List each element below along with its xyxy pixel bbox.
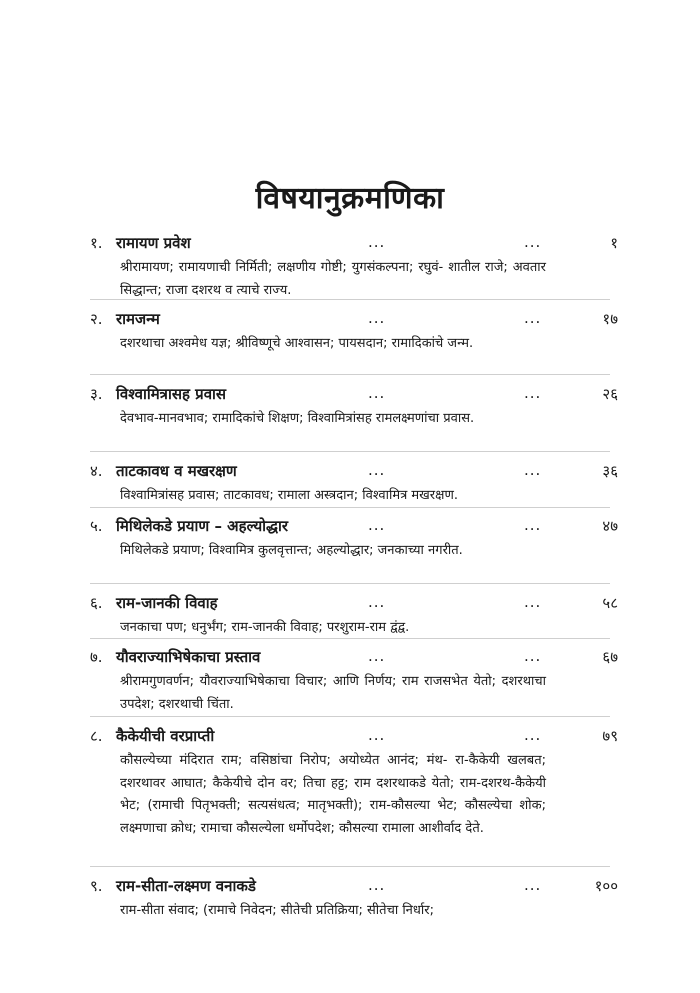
entry-page-number: ७९ [602,727,618,745]
leader-dots: ... [524,726,542,744]
entry-title: विश्वामित्रासह प्रवास [116,385,227,403]
divider [90,866,610,867]
toc-entry-5 [90,516,618,563]
page-title: विषयानुक्रमणिका [255,181,445,216]
entry-description: कौसल्येच्या मंदिरात राम; वसिष्ठांचा निरोप; अयोध्येत आनंद; मंथ- रा-कैकेयी खलबत; दशरथावर आघात; कैकेयीचे दोन वर; तिचा हट्ट; राम दशरथाकडे येतो; राम-दशरथ-कैकेयी भेट; (रामाची पितृभक्ती; सत्यसंधत्व; मातृभक्ती); राम-कौसल्या भेट; कौसल्येचा शोक; लक्ष्मणाचा क्रोध; रामाचा कौसल्येला धर्मोपदेश; कौसल्या रामाला आशीर्वाद देते. [120,753,546,836]
leader-dots: ... [524,461,542,479]
toc-entry-1 [90,233,618,302]
toc-entry-head [90,516,618,540]
leader-dots: ... [524,384,542,402]
entry-description: श्रीरामायण; रामायणाची निर्मिती; लक्षणीय गोष्टी; युगसंकल्पना; रघुवं- शातील राजे; अवतार सिद्धान्त; राजा दशरथ व त्याचे राज्य. [120,260,546,298]
divider [90,374,610,375]
entry-title: राम-जानकी विवाह [116,594,218,612]
entry-title: रामायण प्रवेश [116,234,191,252]
entry-description: मिथिलेकडे प्रयाण; विश्वामित्र कुलवृत्तान्त; अहल्योद्धार; जनकाच्या नगरीत. [120,543,463,558]
entry-page-number: १ [610,234,618,252]
divider [90,299,610,300]
entry-title: कैकेयीची वरप्राप्ती [116,727,215,745]
entry-number: ६. [90,594,103,612]
leader-dots: ... [524,876,542,894]
entry-title: यौवराज्याभिषेकाचा प्रस्ताव [116,648,261,666]
leader-dots: ... [368,876,386,894]
toc-entry-head [90,233,618,257]
entry-number: ८. [90,727,103,745]
entry-description: श्रीरामगुणवर्णन; यौवराज्याभिषेकाचा विचार; आणि निर्णय; राम राजसभेत येतो; दशरथाचा उपदेश; दशरथाची चिंता. [120,674,546,712]
entry-description: दशरथाचा अश्वमेध यज्ञ; श्रीविष्णूचे आश्वासन; पायसदान; रामादिकांचे जन्म. [120,336,474,351]
toc-entry-head [90,384,618,408]
entry-description: राम-सीता संवाद; (रामाचे निवेदन; सीतेची प्रतिक्रिया; सीतेचा निर्धार; [120,903,434,918]
toc-entry-head [90,593,618,617]
entry-number: ७. [90,648,103,666]
leader-dots: ... [368,309,386,327]
divider [90,507,610,508]
entry-title: राम-सीता-लक्ष्मण वनाकडे [116,877,256,895]
toc-entry-head [90,726,618,750]
entry-number: ५. [90,517,103,535]
entry-page-number: ६७ [602,648,618,666]
entry-page-number: ४७ [602,517,618,535]
leader-dots: ... [524,647,542,665]
toc-entry-head [90,309,618,333]
entry-description: विश्वामित्रांसह प्रवास; ताटकावध; रामाला अस्त्रदान; विश्वामित्र मखरक्षण. [120,488,458,503]
entry-page-number: १७ [602,310,618,328]
toc-entry-head [90,647,618,671]
divider [90,638,610,639]
toc-entry-6 [90,593,618,640]
entry-title: रामजन्म [116,310,160,328]
toc-entry-head [90,876,618,900]
entry-page-number: २६ [602,385,618,403]
entry-number: ३. [90,385,103,403]
entry-number: २. [90,310,103,328]
entry-page-number: ३६ [602,462,618,480]
divider [90,451,610,452]
leader-dots: ... [368,516,386,534]
leader-dots: ... [368,461,386,479]
entry-description: देवभाव-मानवभाव; रामादिकांचे शिक्षण; विश्वामित्रांसह रामलक्ष्मणांचा प्रवास. [120,411,475,426]
entry-number: ९. [90,877,103,895]
toc-entry-2 [90,309,618,356]
entry-page-number: १०० [594,877,618,895]
leader-dots: ... [524,233,542,251]
leader-dots: ... [368,647,386,665]
leader-dots: ... [368,593,386,611]
divider [90,716,610,717]
toc-entry-head [90,461,618,485]
leader-dots: ... [524,593,542,611]
divider [90,583,610,584]
entry-description: जनकाचा पण; धनुर्भंग; राम-जानकी विवाह; परशुराम-राम द्वंद्व. [120,620,410,635]
leader-dots: ... [368,233,386,251]
entry-number: ४. [90,462,103,480]
toc-entry-4 [90,461,618,508]
leader-dots: ... [368,726,386,744]
entry-number: १. [90,234,103,252]
toc-entry-8 [90,726,618,840]
toc-entry-7 [90,647,618,716]
toc-entry-3 [90,384,618,431]
leader-dots: ... [524,309,542,327]
toc-entry-9 [90,876,618,923]
leader-dots: ... [524,516,542,534]
entry-title: मिथिलेकडे प्रयाण – अहल्योद्धार [116,517,289,535]
leader-dots: ... [368,384,386,402]
entry-title: ताटकावध व मखरक्षण [116,462,237,480]
entry-page-number: ५८ [602,594,618,612]
